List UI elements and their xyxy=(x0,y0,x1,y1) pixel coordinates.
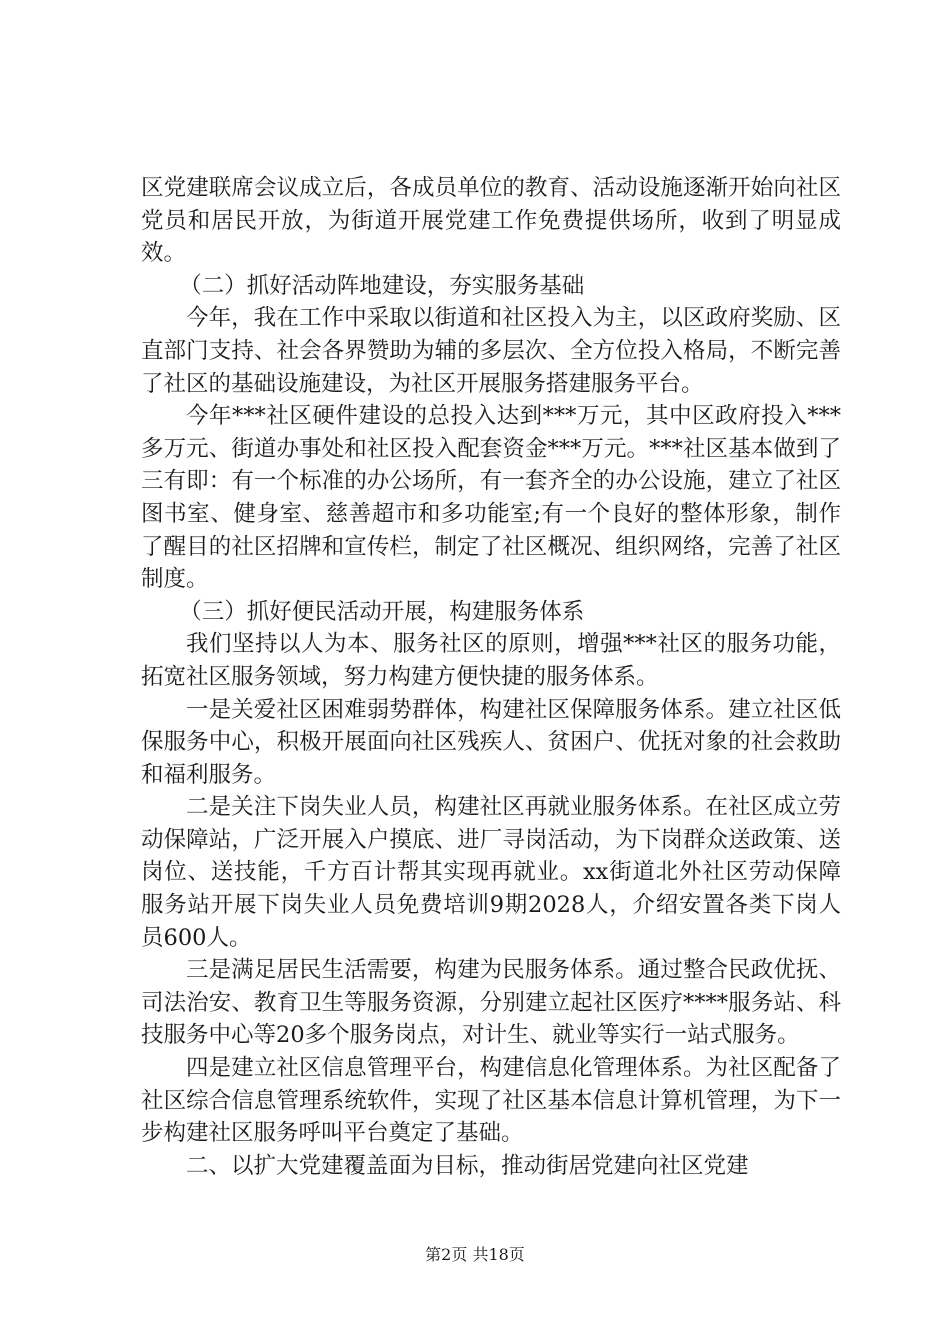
section-heading-2: （二）抓好活动阵地建设，夯实服务基础 xyxy=(179,272,585,299)
paragraph: 一是关爱社区困难弱势群体，构建社区保障服务体系。建立社区低保服务中心，积极开展面向社区残疾人、贫困户、优抚对象的社会救助和福利服务。 xyxy=(141,696,841,788)
paragraph: 三是满足居民生活需要，构建为民服务体系。通过整合民政优抚、司法治安、教育卫生等服务资源，分别建立起社区医疗****服务站、科技服务中心等20多个服务岗点，对计生、就业等实行一站式服务。 xyxy=(141,957,841,1049)
paragraph: 二是关注下岗失业人员，构建社区再就业服务体系。在社区成立劳动保障站，广泛开展入户摸底、进厂寻岗活动，为下岗群众送政策、送岗位、送技能，千方百计帮其实现再就业。xx街道北外社区劳动保障服务站开展下岗失业人员免费培训9期2028人，介绍安置各类下岗人员600人。 xyxy=(141,794,841,951)
page-footer xyxy=(0,1245,950,1265)
paragraph-continuation: 区党建联席会议成立后，各成员单位的教育、活动设施逐渐开始向社区党员和居民开放，为街道开展党建工作免费提供场所，收到了明显成效。 xyxy=(141,175,841,267)
paragraph: 我们坚持以人为本、服务社区的原则，增强***社区的服务功能，拓宽社区服务领域，努力构建方便快捷的服务体系。 xyxy=(141,631,841,690)
document-body xyxy=(141,172,841,1182)
paragraph-heading-2: 二、以扩大党建覆盖面为目标，推动街居党建向社区党建 xyxy=(186,1152,749,1179)
section-heading-3: （三）抓好便民活动开展，构建服务体系 xyxy=(179,598,585,625)
paragraph: 今年，我在工作中采取以街道和社区投入为主，以区政府奖励、区直部门支持、社会各界赞助为辅的多层次、全方位投入格局，不断完善了社区的基础设施建设，为社区开展服务搭建服务平台。 xyxy=(141,305,841,397)
paragraph: 四是建立社区信息管理平台，构建信息化管理体系。为社区配备了社区综合信息管理系统软件，实现了社区基本信息计算机管理，为下一步构建社区服务呼叫平台奠定了基础。 xyxy=(141,1055,841,1147)
paragraph: 今年***社区硬件建设的总投入达到***万元，其中区政府投入***多万元、街道办事处和社区投入配套资金***万元。***社区基本做到了三有即：有一个标准的办公场所，有一套齐全的办公设施，建立了社区图书室、健身室、慈善超市和多功能室;有一个良好的整体形象，制作了醒目的社区招牌和宣传栏，制定了社区概况、组织网络，完善了社区制度。 xyxy=(141,403,841,593)
page-number-label: 第2页 共18页 xyxy=(425,1245,525,1264)
